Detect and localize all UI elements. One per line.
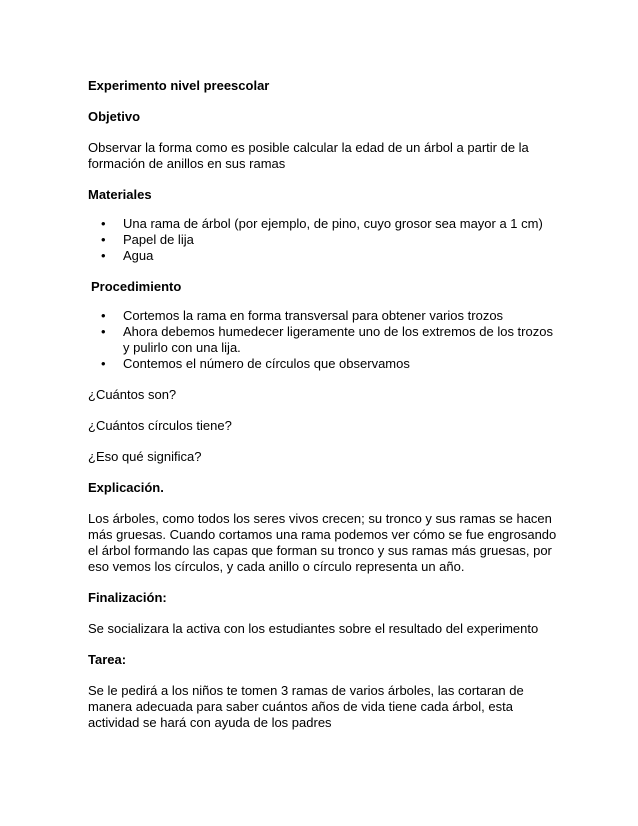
question: ¿Eso qué significa? [88, 449, 202, 464]
procedimiento-heading: Procedimiento [91, 279, 182, 294]
list-item [88, 324, 558, 356]
explicacion-line: el árbol formando las capas que forman su tronco y sus ramas más gruesas, por [88, 543, 552, 558]
list-item-text: Cortemos la rama en forma transversal para obtener varios trozos [123, 308, 504, 323]
document [88, 78, 558, 731]
list-item-text: Papel de lija [123, 232, 194, 247]
list-item [88, 248, 558, 264]
tarea-line: Se le pedirá a los niños te tomen 3 ramas de varios árboles, las cortaran de [88, 683, 524, 698]
bullet-icon: • [101, 308, 106, 323]
finalizacion-line: Se socializara la activa con los estudiantes sobre el resultado del experimento [88, 621, 539, 636]
tarea-heading: Tarea: [88, 652, 127, 667]
list-item-text: Ahora debemos humedecer ligeramente uno de los extremos de los trozos [123, 324, 553, 339]
materiales-heading: Materiales [88, 187, 152, 202]
bullet-icon: • [101, 216, 106, 231]
document-title: Experimento nivel preescolar [88, 78, 270, 93]
objetivo-line: formación de anillos en sus ramas [88, 156, 286, 171]
tarea-line: manera adecuada para saber cuántos años de vida tiene cada árbol, esta [88, 699, 513, 714]
procedimiento-list [88, 308, 558, 372]
objetivo-heading: Objetivo [88, 109, 141, 124]
list-item-text: Agua [123, 248, 154, 263]
bullet-icon: • [101, 248, 106, 263]
materiales-list [88, 216, 558, 264]
objetivo-line: Observar la forma como es posible calcular la edad de un árbol a partir de la [88, 140, 529, 155]
list-item-text: Una rama de árbol (por ejemplo, de pino, cuyo grosor sea mayor a 1 cm) [123, 216, 543, 231]
list-item [88, 356, 558, 372]
finalizacion-heading: Finalización: [88, 590, 167, 605]
bullet-icon: • [101, 356, 106, 371]
explicacion-line: Los árboles, como todos los seres vivos crecen; su tronco y sus ramas se hacen [88, 511, 552, 526]
question: ¿Cuántos son? [88, 387, 177, 402]
question: ¿Cuántos círculos tiene? [88, 418, 232, 433]
list-item [88, 216, 558, 232]
list-item [88, 308, 558, 324]
explicacion-line: eso vemos los círculos, y cada anillo o círculo representa un año. [88, 559, 465, 574]
explicacion-line: más gruesas. Cuando cortamos una rama podemos ver cómo se fue engrosando [88, 527, 557, 542]
list-item-text: Contemos el número de círculos que observamos [123, 356, 410, 371]
tarea-line: actividad se hará con ayuda de los padres [88, 715, 332, 730]
list-item-text: y pulirlo con una lija. [123, 340, 241, 355]
bullet-icon: • [101, 324, 106, 339]
explicacion-heading: Explicación. [88, 480, 164, 495]
list-item [88, 232, 558, 248]
bullet-icon: • [101, 232, 106, 247]
